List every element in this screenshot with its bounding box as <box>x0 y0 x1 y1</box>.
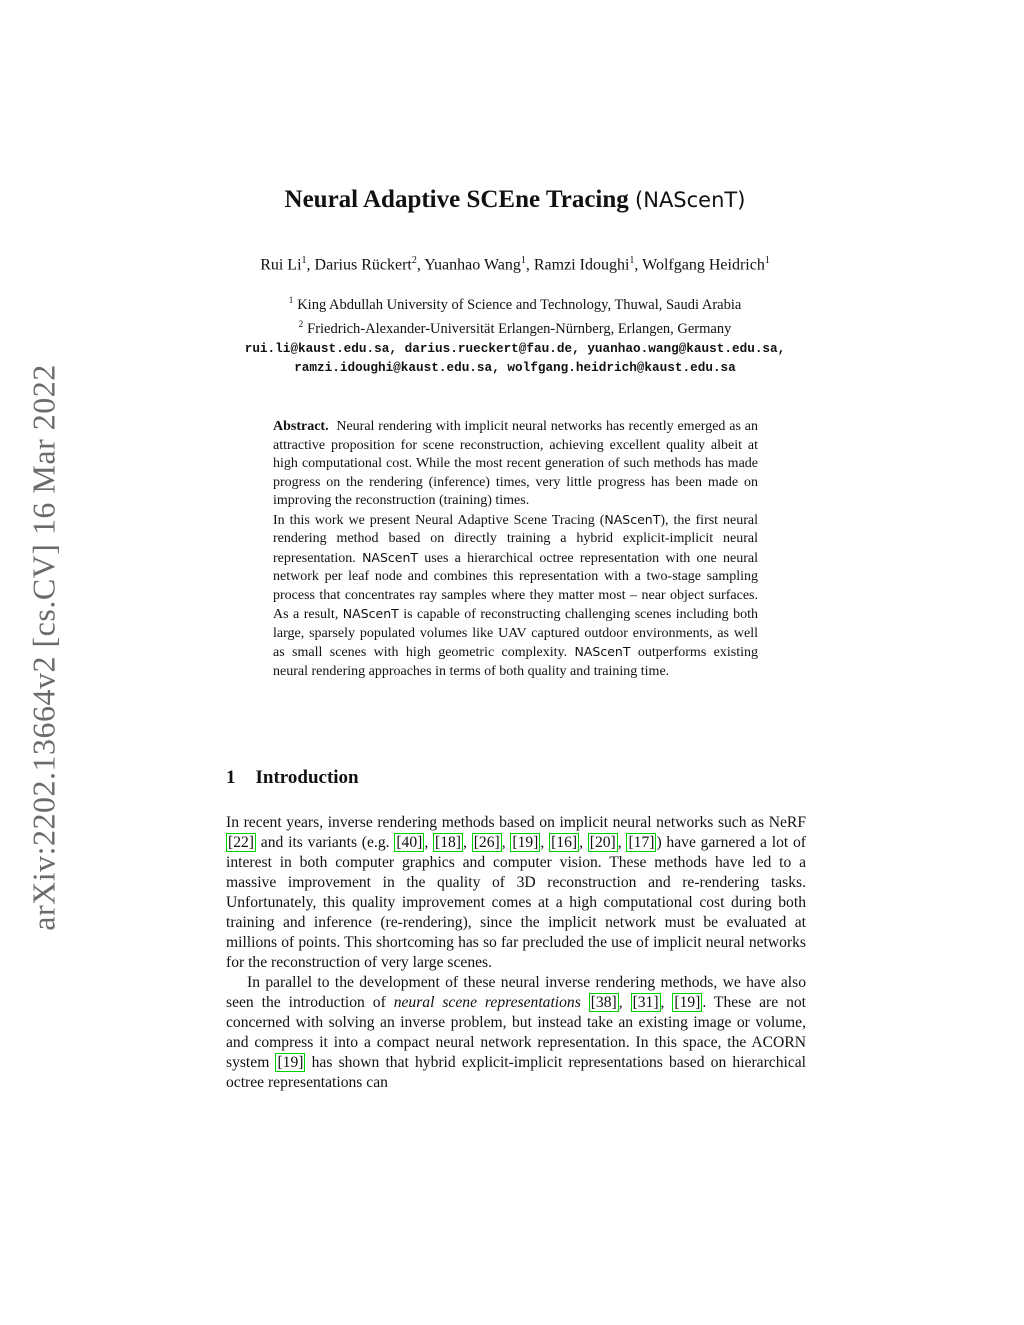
body-paragraph <box>226 813 806 973</box>
method-acronym: NAScenT <box>362 549 419 565</box>
author-name: Yuanhao Wang <box>424 256 521 274</box>
abstract-text: is capable of reconstructing challenging scenes including both large, sparsely populated volumes like UAV captured outdoor environments, as well as small scenes with high geometric complexity. <box>273 607 758 660</box>
method-acronym: NAScenT <box>604 511 661 527</box>
author-name: Wolfgang Heidrich <box>642 256 765 274</box>
citation-link[interactable]: [19] <box>512 834 539 851</box>
abstract-label: Abstract. <box>273 419 329 434</box>
method-acronym: NAScenT <box>342 606 399 621</box>
author-name: Ramzi Idoughi <box>533 256 630 274</box>
citation-link[interactable]: [19] <box>674 994 701 1011</box>
section-title: Introduction <box>255 767 359 788</box>
abstract-paragraph <box>273 418 758 511</box>
body-text: ) have garnered a lot of interest in both computer graphics and computer vision. These methods have led to a massive improvement in the quality of 3D reconstruction and re-rendering tasks. Unfortunately, this quality improvement comes at a high computational cost during both training and inference (re-rendering), since the implicit network must be evaluated at millions of points. This shortcoming has so far precluded the use of implicit neural networks for the reconstruction of very large scenes. <box>226 834 806 971</box>
title-main: Neural Adaptive SCEne Tracing <box>284 186 629 213</box>
separator: , <box>660 994 673 1011</box>
arxiv-id-text: arXiv:2202.13664v2 [cs.CV] 16 Mar 2022 <box>25 363 62 931</box>
author-name: Rui Li <box>260 256 302 274</box>
emphasis: neural scene representations <box>393 994 581 1011</box>
body-text: . These are not concerned with solving an inverse problem, but instead take an existing image or volume, and compress it into a compact neural network representation. In this space, the ACORN system <box>226 994 806 1071</box>
author-list: Rui Li$^1$, Darius Rückert$^2$, Yuanhao Wang$^1$, Ramzi Idoughi$^1$, Wolfgang Heidrich$^1$ <box>260 255 770 274</box>
citation-link[interactable]: [38] <box>590 994 617 1011</box>
separator: , <box>618 994 631 1011</box>
affiliation-text: Friedrich-Alexander-Universität Erlangen-Nürnberg, Erlangen, Germany <box>307 320 732 337</box>
email-line: rui.li@kaust.edu.sa, darius.rueckert@fau.de, yuanhao.wang@kaust.edu.sa, <box>244 340 786 356</box>
abstract-text: uses a hierarchical octree representation with one neural network per leaf node and combines this representation with a two-stage sampling process that concentrates ray samples where they matter most – near object surfaces. As a result, <box>273 550 759 622</box>
separator <box>581 994 589 1011</box>
title-acronym: NAScenT <box>643 188 738 212</box>
body-text: and its variants (e.g. <box>255 834 395 851</box>
separator: , <box>617 834 627 851</box>
abstract-text: ), the first neural rendering method based on directly training a hybrid explicit-implicit neural representation. <box>273 512 758 566</box>
citation-link[interactable]: [16] <box>551 834 578 851</box>
paper-title <box>180 186 850 214</box>
abstract-text: In this work we present Neural Adaptive Scene Tracing ( <box>273 512 605 528</box>
body-paragraph <box>226 973 806 1093</box>
affiliations <box>180 291 850 377</box>
arxiv-sidebar-stamp <box>24 352 64 942</box>
author-name: Darius Rückert <box>314 256 412 274</box>
section-body <box>226 813 806 1093</box>
title-paren-close: ) <box>737 188 746 212</box>
email-line: ramzi.idoughi@kaust.edu.sa, wolfgang.heidrich@kaust.edu.sa <box>294 359 736 375</box>
citation-link[interactable]: [17] <box>628 834 655 851</box>
citation-link[interactable]: [19] <box>277 1054 304 1071</box>
affiliation-number: 1 <box>288 295 294 305</box>
section-number: 1 <box>226 767 236 788</box>
separator: , <box>424 834 434 851</box>
abstract-paragraph <box>273 511 758 682</box>
abstract <box>273 418 758 681</box>
title-paren-open: ( <box>635 188 644 212</box>
author-affiliation-mark: 1 <box>764 255 770 266</box>
author-affiliation-mark: 1 <box>301 255 307 266</box>
separator: , <box>579 834 588 851</box>
citation-link[interactable]: [18] <box>435 834 461 851</box>
method-acronym: NAScenT <box>574 644 631 659</box>
author-affiliation-mark: 1 <box>520 255 526 266</box>
separator: , <box>463 834 472 851</box>
body-text: In recent years, inverse rendering methods based on implicit neural networks such as NeRF <box>226 814 806 831</box>
body-text: In parallel to the development of these neural inverse rendering methods, we have also seen the introduction of <box>226 974 806 1011</box>
affiliation-line <box>180 315 850 339</box>
section-heading <box>226 767 359 789</box>
abstract-text: outperforms existing neural rendering approaches in terms of both quality and training time. <box>273 645 758 679</box>
separator: , <box>540 834 550 851</box>
body-text: has shown that hybrid explicit-implicit representations based on hierarchical octree representations can <box>226 1054 807 1091</box>
citation-link[interactable]: [22] <box>228 834 254 851</box>
affiliation-text: King Abdullah University of Science and Technology, Thuwal, Saudi Arabia <box>297 296 742 313</box>
author-affiliation-mark: 2 <box>411 255 417 266</box>
abstract-text: Neural rendering with implicit neural networks has recently emerged as an attractive proposition for scene reconstruction, achieving excellent quality albeit at high computational cost. While the most recent generation of such methods has made progress on the rendering (inference) times, very little progress has been made on improving the reconstruction (training) times. <box>273 419 759 508</box>
author-affiliation-mark: 1 <box>629 255 635 266</box>
affiliation-number: 2 <box>298 318 304 329</box>
citation-link[interactable]: [40] <box>396 834 423 851</box>
separator: , <box>501 834 511 851</box>
citation-link[interactable]: [20] <box>589 834 616 851</box>
affiliation-line <box>180 291 850 315</box>
citation-link[interactable]: [26] <box>473 834 500 851</box>
citation-link[interactable]: [31] <box>632 994 659 1011</box>
